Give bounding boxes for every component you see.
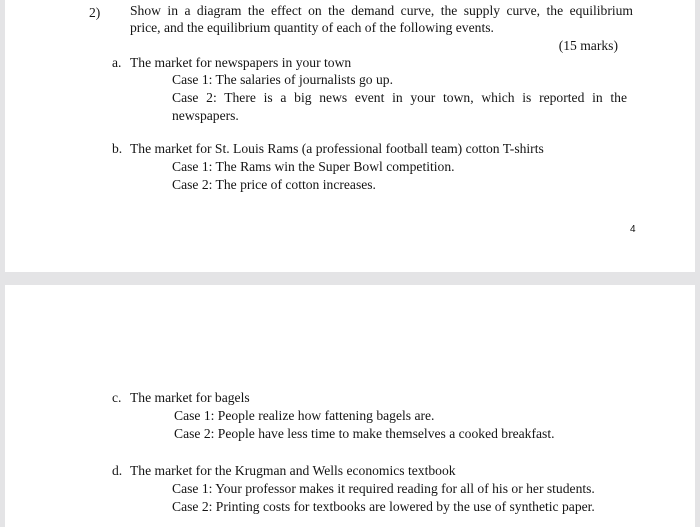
part-a-case-2-line-2: newspapers. <box>172 108 239 123</box>
part-b-case-1: Case 1: The Rams win the Super Bowl competition. <box>172 159 455 174</box>
part-a-case-1: Case 1: The salaries of journalists go up. <box>172 72 393 87</box>
question-number: 2) <box>89 5 101 20</box>
document-page-1 <box>5 0 695 272</box>
part-b-case-2: Case 2: The price of cotton increases. <box>172 177 376 192</box>
part-a-title: The market for newspapers in your town <box>130 55 352 70</box>
part-c-title: The market for bagels <box>130 390 250 405</box>
part-d-title: The market for the Krugman and Wells economics textbook <box>130 463 456 478</box>
part-d-label: d. <box>112 463 123 478</box>
part-a-label: a. <box>112 55 122 70</box>
page-number: 4 <box>630 224 636 235</box>
question-text-line-2: price, and the equilibrium quantity of each of the following events. <box>130 20 494 35</box>
part-b-label: b. <box>112 141 123 156</box>
question-text-line-1: Show in a diagram the effect on the demand curve, the supply curve, the equilibrium <box>130 3 633 18</box>
part-a-case-2-line-1: Case 2: There is a big news event in your town, which is reported in the <box>172 90 627 105</box>
part-d-case-2: Case 2: Printing costs for textbooks are lowered by the use of synthetic paper. <box>172 499 595 514</box>
marks-label: (15 marks) <box>558 38 618 53</box>
part-c-case-1: Case 1: People realize how fattening bagels are. <box>174 408 435 423</box>
part-d-case-1: Case 1: Your professor makes it required reading for all of his or her students. <box>172 481 595 496</box>
part-b-title: The market for St. Louis Rams (a professional football team) cotton T-shirts <box>130 141 544 156</box>
part-c-case-2: Case 2: People have less time to make themselves a cooked breakfast. <box>174 426 555 441</box>
document-page-2 <box>5 285 695 527</box>
part-c-label: c. <box>112 390 122 405</box>
